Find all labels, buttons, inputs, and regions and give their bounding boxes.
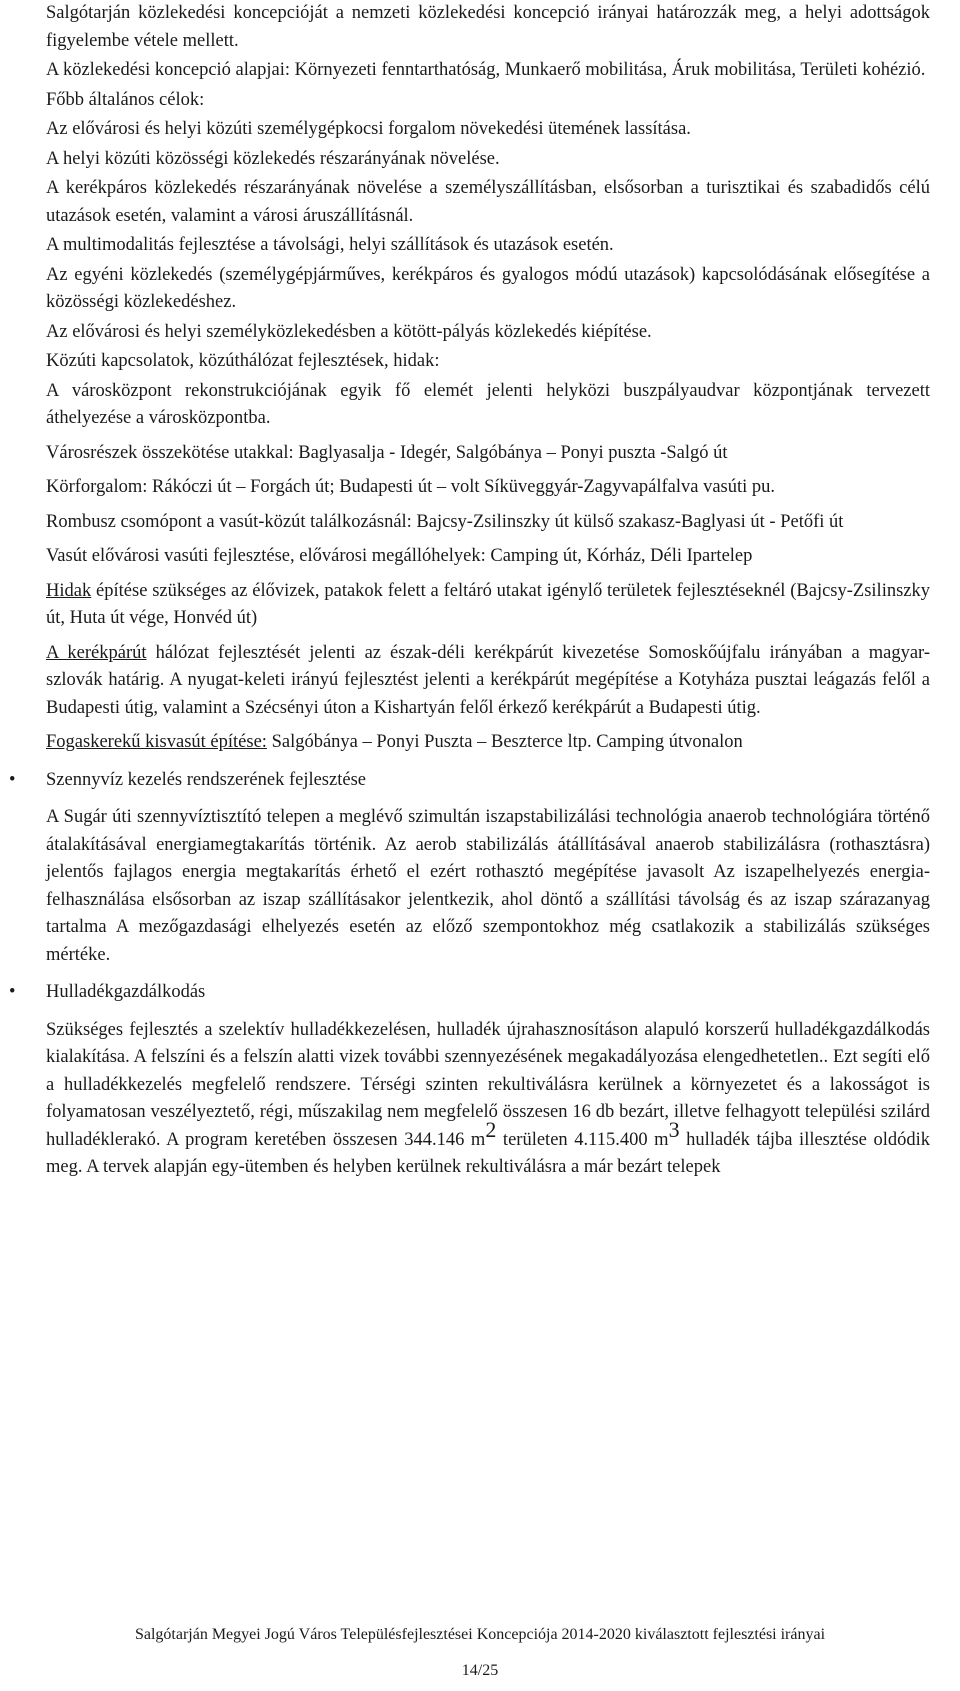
bullet-item-wastewater bbox=[9, 767, 930, 795]
bullet-icon: • bbox=[9, 982, 16, 1002]
districts-paragraph: Városrészek összekötése utakkal: Baglyasalja - Idegér, Salgóbánya – Ponyi puszta -Salgó út bbox=[46, 442, 728, 463]
cycleway-paragraph bbox=[46, 640, 930, 723]
goal-item: Az egyéni közlekedés (személygépjárműves, kerékpáros és gyalogos módú utazások) kapcsolódásának elősegítése a közösségi közlekedéshez. bbox=[46, 264, 930, 312]
wastewater-paragraph: A Sugár úti szennyvíztisztító telepen a meglévő szimultán iszapstabilizálási technológia anaerob technológiára történő átalakításával energiamegtakarítás történik. Az aerob stabilizálás átállításával anaerob stabilizálásra (rothasztásra) jelentős fajlagos energia megtakarítás érhető el ezért rothasztó megépítése javasolt Az iszapelhelyezés energia-felhasználása elsősorban az iszap szállításakor jelentkezik, ahol döntő a szállítási távolság és az iszap szárazanyag tartalma A mezőgazdasági elhelyezés esetén az előző szempontokhoz még csatlakozik a stabilizálás szükséges mértéke. bbox=[46, 807, 930, 965]
page-number: 14/25 bbox=[461, 1662, 499, 1679]
roundabout-paragraph: Körforgalom: Rákóczi út – Forgách út; Budapesti út – volt Síküveggyár-Zagyvapálfalva vasúti pu. bbox=[46, 477, 776, 497]
cograil-text: Salgóbánya – Ponyi Puszta – Beszterce ltp. Camping útvonalon bbox=[266, 732, 743, 752]
road-section-heading: Közúti kapcsolatok, közúthálózat fejlesztések, hidak: bbox=[46, 351, 440, 371]
bullet-title: Hulladékgazdálkodás bbox=[46, 982, 206, 1002]
bus-station-paragraph: A városközpont rekonstrukciójának egyik fő elemét jelenti helyközi buszpályaudvar központjának tervezett áthelyezése a városközpontba. bbox=[46, 380, 930, 428]
railway-paragraph: Vasút elővárosi vasúti fejlesztése, elővárosi megállóhelyek: Camping út, Kórház, Déli Ipartelep bbox=[46, 546, 753, 566]
intro-paragraph: Salgótarján közlekedési koncepcióját a nemzeti közlekedési koncepció irányai határozzák meg, a helyi adottságok figyelembe vétele mellett. bbox=[46, 3, 930, 51]
goal-item: A multimodalitás fejlesztése a távolsági, helyi szállítások és utazások esetén. bbox=[46, 235, 614, 255]
concept-basis-paragraph: A közlekedési koncepció alapjai: Környezeti fenntarthatóság, Munkaerő mobilitása, Áruk mobilitása, Területi kohézió. bbox=[46, 60, 926, 80]
superscript-2: 2 bbox=[485, 1116, 497, 1142]
cycleway-text: hálózat fejlesztését jelenti az észak-déli kerékpárút kivezetése Somoskőújfalu irányában a magyar-szlovák határig. A nyugat-keleti irányú fejlesztést jelenti a kerékpárút megépítése a Kotyháza pusztai leágazás felől a Budapesti útig, valamint a Szécsényi úton a Kishartyán felől érkező kerékpárút a Budapesti útig. bbox=[46, 642, 930, 718]
superscript-3: 3 bbox=[668, 1116, 680, 1142]
goal-item: A kerékpáros közlekedés részarányának növelése a személyszállításban, elsősorban a turisztikai és szabadidős célú utazások esetén, valamint a városi áruszállításnál. bbox=[46, 178, 930, 226]
waste-text-part1: Szükséges fejlesztés a szelektív hulladékkezelésen, hulladék újrahasznosításon alapuló korszerű hulladékgazdálkodás kialakítása. A felszíni és a felszín alatti vizek további szennyezésének megakadályozása elengedhetetlen.. Ezt segíti elő a hulladékkezelés megfelelő rendszere. Térségi szinten rekultiválásra kerülnek a környezetet és a lakosságot is folyamatosan veszélyeztető, régi, műszakilag nem megfelelő összesen 16 db bezárt, illetve felhagyott települési szilárd hulladéklerakó. A program keretében összesen 344.146 m bbox=[46, 1019, 930, 1150]
goal-item: Az elővárosi és helyi személyközlekedésben a kötött-pályás közlekedés kiépítése. bbox=[46, 321, 652, 342]
waste-paragraph bbox=[46, 1017, 930, 1182]
goal-item: A helyi közúti közösségi közlekedés részarányának növelése. bbox=[46, 148, 500, 169]
waste-text-part3: hulladék tájba illesztése oldódik meg. A tervek alapján egy-ütemben és helyben kerülnek rekultiválásra a már bezárt telepek bbox=[46, 1129, 930, 1177]
bridges-text: építése szükséges az élővizek, patakok felett a feltáró utakat igénylő területek fejlesztéseknél (Bajcsy-Zsilinszky út, Huta út vége, Honvéd út) bbox=[46, 580, 930, 628]
goals-heading: Főbb általános célok: bbox=[46, 89, 205, 110]
bullet-title: Szennyvíz kezelés rendszerének fejlesztése bbox=[46, 769, 366, 790]
bridges-paragraph bbox=[46, 578, 930, 633]
bridges-underlined: Hidak bbox=[46, 580, 92, 601]
page-body bbox=[9, 0, 930, 1189]
page-footer: Salgótarján Megyei Jogú Város Településfejlesztései Koncepciója 2014-2020 kiválasztott fejlesztési irányai bbox=[134, 1626, 826, 1643]
cograil-paragraph bbox=[46, 729, 930, 757]
waste-text-part2: területen 4.115.400 m bbox=[496, 1129, 669, 1150]
cycleway-underlined: A kerékpárút bbox=[46, 642, 147, 663]
bullet-icon: • bbox=[9, 769, 16, 790]
junction-paragraph: Rombusz csomópont a vasút-közút találkozásnál: Bajcsy-Zsilinszky út külső szakasz-Baglyasi út - Petőfi út bbox=[46, 511, 844, 532]
goal-item: Az elővárosi és helyi közúti személygépkocsi forgalom növekedési ütemének lassítása. bbox=[46, 119, 691, 139]
cograil-underlined: Fogaskerekű kisvasút építése: bbox=[46, 732, 267, 752]
bullet-item-waste bbox=[9, 979, 930, 1007]
